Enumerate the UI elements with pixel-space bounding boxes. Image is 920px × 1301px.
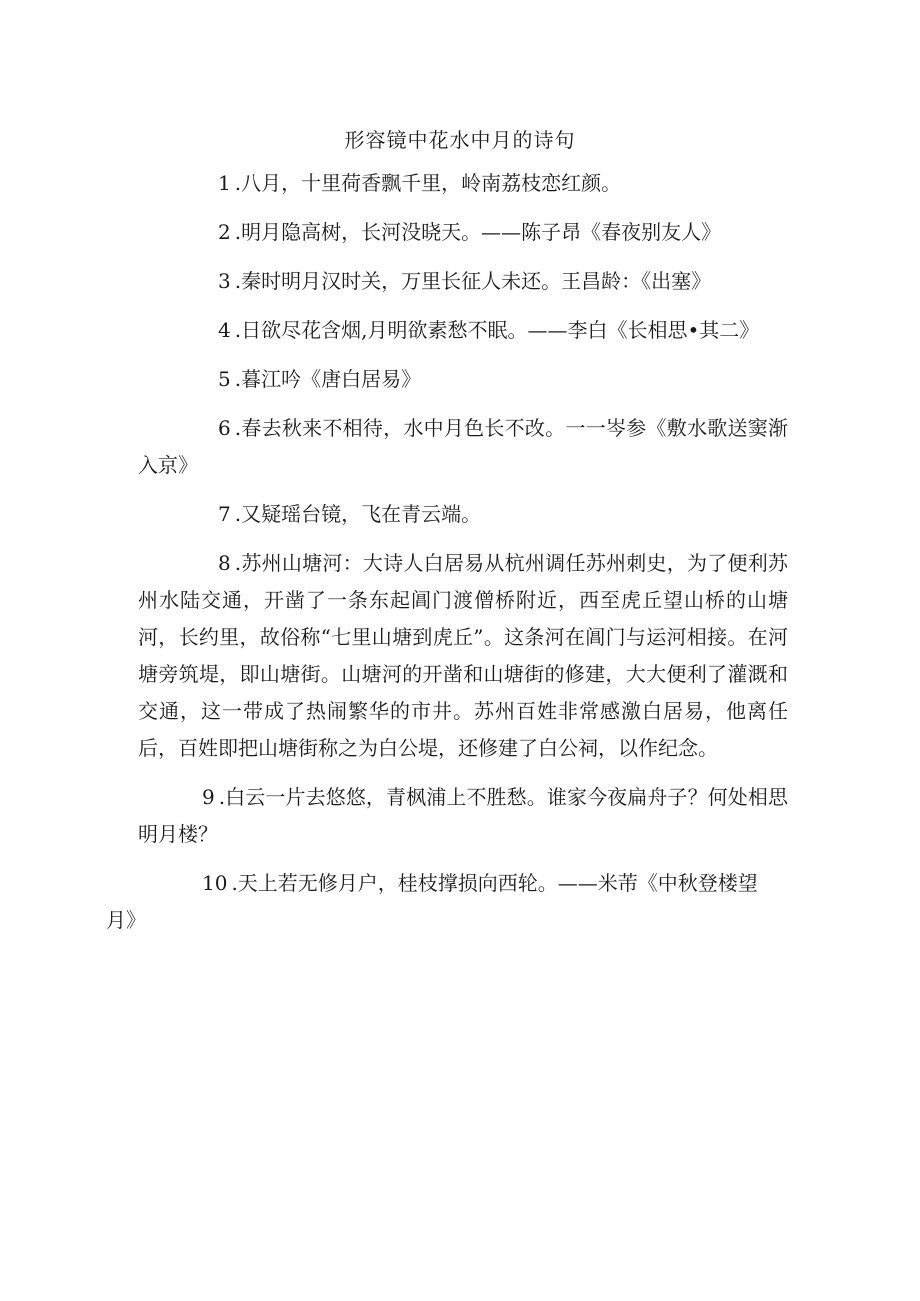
item-number: 3	[218, 269, 231, 293]
item-number: 6	[218, 416, 231, 440]
item-text: .秦时明月汉时关，万里长征人未还。王昌龄：《出塞》	[234, 269, 712, 293]
item-text: .春去秋来不相待，水中月色长不改。一一岑参《敷水歌送窦渐入京》	[138, 416, 788, 477]
item-number: 5	[218, 367, 231, 391]
list-item	[138, 165, 788, 202]
list-item	[138, 779, 788, 853]
item-number: 1	[218, 171, 231, 195]
list-item	[106, 865, 788, 939]
list-item	[138, 312, 788, 349]
item-number: 8	[218, 551, 231, 575]
item-number: 9	[202, 785, 215, 809]
list-item	[138, 410, 788, 484]
list-item	[138, 263, 788, 300]
list-item	[138, 545, 788, 767]
list-item	[138, 361, 788, 398]
item-text: .八月，十里荷香飘千里，岭南荔枝恋红颜。	[234, 171, 622, 195]
item-number: 4	[218, 318, 231, 342]
list-item	[138, 496, 788, 533]
item-text: .白云一片去悠悠，青枫浦上不胜愁。谁家今夜扁舟子？何处相思明月楼？	[138, 785, 788, 846]
list-item	[138, 214, 788, 251]
item-text: .天上若无修月户，桂枝撑损向西轮。——米芾《中秋登楼望	[231, 871, 758, 895]
item-text: .又疑瑶台镜，飞在青云端。	[234, 502, 482, 526]
item-text: .明月隐高树，长河没晓天。——陈子昂《春夜别友人》	[234, 220, 722, 244]
poem-list	[106, 165, 788, 951]
document-title: 形容镜中花水中月的诗句	[344, 128, 576, 152]
item-number: 7	[218, 502, 231, 526]
item-text: .暮江吟《唐白居易》	[234, 367, 422, 391]
item-text: .苏州山塘河：大诗人白居易从杭州调任苏州刺史，为了便利苏州水陆交通，开凿了一条东起阊门渡僧桥附近，西至虎丘望山桥的山塘河，长约里，故俗称“七里山塘到虎丘”。这条河在阊门与运河相接。在河塘旁筑堤，即山塘街。山塘河的开凿和山塘街的修建，大大便利了灌溉和交通，这一带成了热闹繁华的市井。苏州百姓非常感激白居易，他离任后，百姓即把山塘街称之为白公堤，还修建了白公祠，以作纪念。	[138, 551, 788, 760]
item-text: .日欲尽花含烟,月明欲素愁不眠。——李白《长相思•其二》	[234, 318, 760, 342]
item-number: 10	[202, 871, 228, 895]
item-number: 2	[218, 220, 231, 244]
item-text-continuation: 月》	[106, 908, 146, 932]
